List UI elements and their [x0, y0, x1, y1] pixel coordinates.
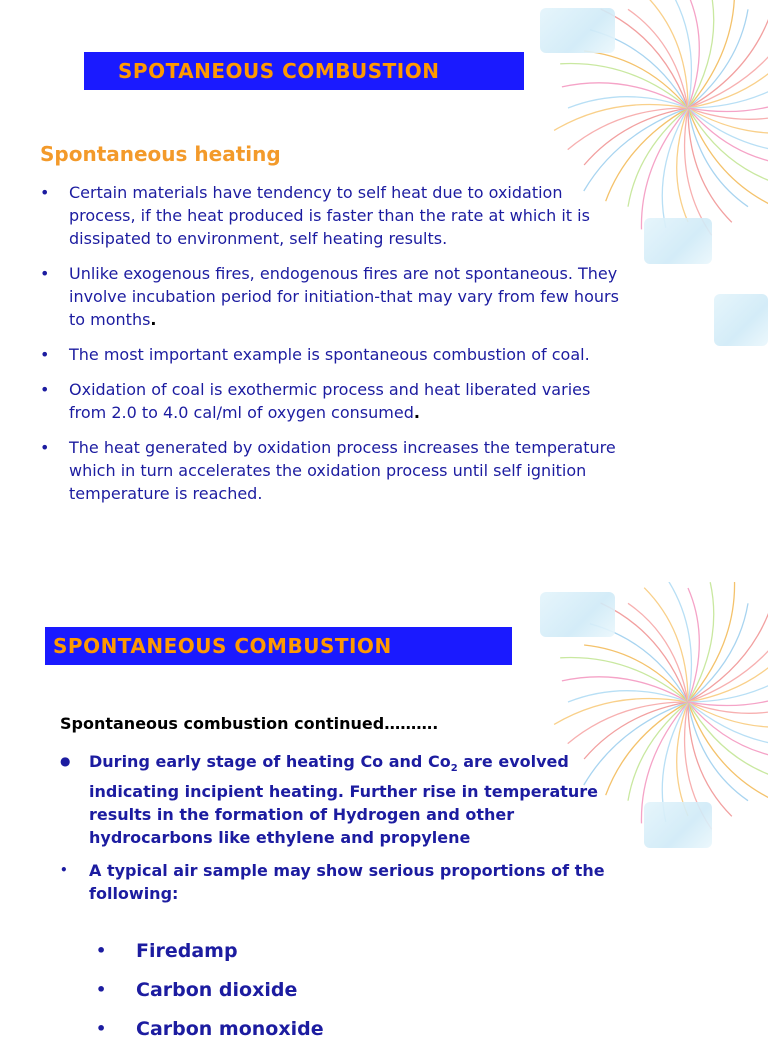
- subheading: Spontaneous heating: [40, 142, 281, 166]
- bullet-text: A typical air sample may show serious proportions of the following:: [89, 861, 605, 904]
- bullet-end: .: [150, 310, 157, 329]
- decorative-blob: [644, 218, 712, 264]
- bullet-dot-icon: •: [40, 183, 50, 202]
- decorative-blob: [644, 802, 712, 848]
- list-item: [60, 859, 630, 905]
- bullet-text: The heat generated by oxidation process increases the temperature which in turn accelerates the oxidation process until self ignition temperature is reached.: [69, 438, 616, 503]
- bullet-list: [60, 750, 630, 915]
- list-item: [40, 181, 630, 250]
- bullet-list: [40, 181, 630, 512]
- bullet-text: are evolved indicating incipient heating. Further rise in temperature results in the formation of Hydrogen and other hydrocarbons like ethylene and propylene: [89, 752, 599, 848]
- bullet-text: The most important example is spontaneous combustion of coal.: [69, 345, 590, 364]
- bullet-dot-icon: •: [40, 264, 50, 283]
- sub-bullet-list: [96, 938, 324, 1055]
- slide-1: [0, 0, 768, 512]
- list-item: [96, 1016, 324, 1042]
- decorative-blob: [540, 592, 615, 637]
- bullet-dot-icon: •: [60, 863, 68, 878]
- bullet-text: Firedamp: [136, 940, 238, 962]
- bullet-dot-icon: •: [96, 1019, 107, 1038]
- list-item: [40, 343, 630, 366]
- slide-1-title: SPOTANEOUS COMBUSTION: [84, 52, 524, 90]
- bullet-dot-icon: •: [96, 980, 107, 999]
- list-item: [96, 938, 324, 964]
- decorative-blob: [540, 8, 615, 53]
- bullet-dot-icon: ●: [60, 754, 71, 768]
- bullet-end: .: [413, 403, 420, 422]
- bullet-dot-icon: •: [40, 345, 50, 364]
- slide-2-title: SPONTANEOUS COMBUSTION: [45, 627, 512, 665]
- subscript: 2: [450, 763, 458, 775]
- list-item: [96, 977, 324, 1003]
- list-item: [40, 378, 630, 424]
- bullet-text: Carbon monoxide: [136, 1018, 324, 1040]
- bullet-text: Oxidation of coal is exothermic process and heat liberated varies from 2.0 to 4.0 cal/ml of oxygen consumed: [69, 380, 591, 422]
- bullet-text: Certain materials have tendency to self heat due to oxidation process, if the heat produced is faster than the rate at which it is dissipated to environment, self heating results.: [69, 183, 590, 248]
- decorative-blob: [714, 294, 768, 346]
- bullet-text: Unlike exogenous fires, endogenous fires are not spontaneous. They involve incubation period for initiation-that may vary from few hours to months: [69, 264, 619, 329]
- list-item: [40, 436, 630, 505]
- continued-heading: Spontaneous combustion continued……….: [60, 714, 439, 733]
- bullet-text: During early stage of heating Co and Co: [89, 752, 451, 771]
- list-item: [60, 750, 630, 849]
- bullet-text: Carbon dioxide: [136, 979, 298, 1001]
- bullet-dot-icon: •: [96, 941, 107, 960]
- list-item: [40, 262, 630, 331]
- bullet-dot-icon: •: [40, 380, 50, 399]
- bullet-dot-icon: •: [40, 438, 50, 457]
